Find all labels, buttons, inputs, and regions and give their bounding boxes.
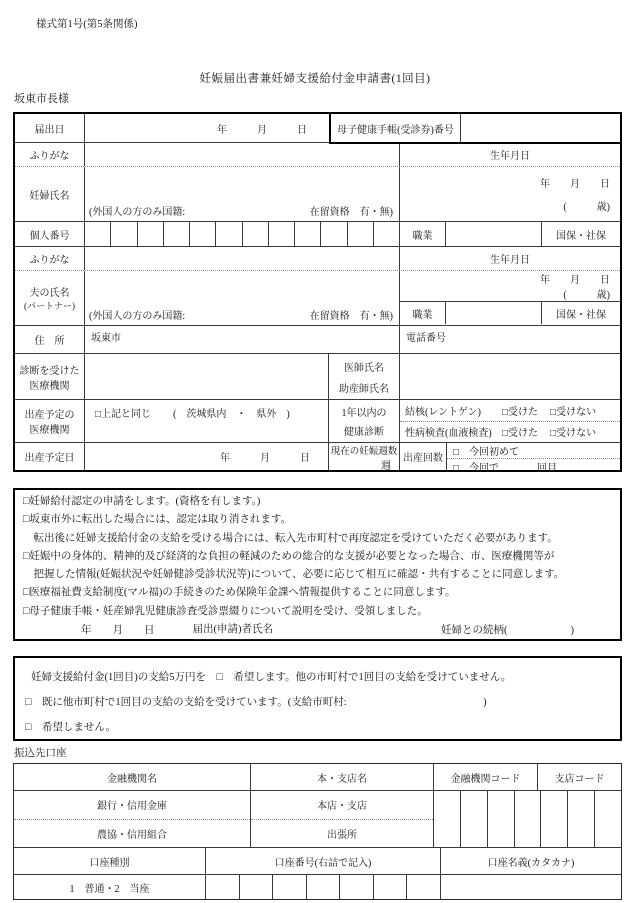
branch-type-option-1[interactable]: 本店・支店 [251, 791, 433, 820]
prefecture-options[interactable]: ( 茨城県内 ・ 県外 ) [173, 409, 290, 420]
notification-date-label: 届出日 [15, 114, 85, 142]
agreement-item[interactable]: □妊娠中の身体的、精神的及び経済的な負担の軽減のための総合的な支援が必要となった場合、市、医療機関等が [23, 550, 555, 562]
agreement-item[interactable]: □妊婦給付認定の申請をします。(資格を有します。) [23, 496, 261, 507]
mch-number-input[interactable] [461, 114, 620, 142]
mother-age-field: ( 歳) [563, 202, 610, 213]
mother-birthdate-cell[interactable] [400, 167, 620, 221]
birth-count-options [447, 443, 620, 474]
branch-name-cell[interactable] [251, 791, 434, 847]
branch-name-header: 本・支店名 [251, 764, 434, 790]
diagnosing-org-label: 診断を受けた 医療機関 [15, 354, 85, 399]
digit-box[interactable] [374, 222, 399, 246]
account-name-header: 口座名義(カタカナ) [487, 857, 575, 869]
husband-insurance-options[interactable]: 国保・社保 [556, 309, 606, 321]
row-notification-date [15, 114, 620, 143]
diagnosing-org-input[interactable] [85, 354, 329, 399]
row-delivery-org [15, 400, 620, 443]
applicant-name-label: 届出(申請)者氏名 [192, 624, 273, 636]
bank-type-option-2[interactable]: 農協・信用組合 [97, 829, 167, 841]
row-husband-furigana [15, 247, 620, 271]
branch-type-option-2[interactable]: 出張所 [327, 829, 357, 841]
mother-occupation-label: 職業 [400, 222, 446, 246]
digit-box[interactable] [216, 222, 242, 246]
notification-date-input[interactable]: 年 月 日 [217, 124, 307, 136]
husband-age-field: ( 歳) [563, 290, 610, 301]
mother-name-cell [85, 167, 400, 221]
account-digit-box[interactable] [240, 875, 274, 899]
std-check-row [400, 422, 620, 443]
delivery-org-options[interactable] [85, 400, 329, 442]
bank-code-header: 金融機関コード [434, 764, 538, 790]
husband-nationality-label: (外国人の方のみ国籍: [89, 310, 186, 322]
digit-box[interactable] [348, 222, 374, 246]
digit-box[interactable] [190, 222, 216, 246]
health-check-cell [400, 400, 620, 442]
bank-code-box[interactable] [434, 791, 461, 847]
husband-furigana-label: ふりがな [15, 247, 85, 270]
mother-residence-status: 在留資格 有・無) [309, 206, 393, 218]
branch-code-box[interactable] [595, 791, 621, 847]
phone-input[interactable]: 電話番号 [406, 333, 446, 344]
addressee: 坂東市長様 [14, 93, 69, 105]
husband-name-cell [85, 271, 400, 325]
bank-code-box[interactable] [515, 791, 542, 847]
account-digit-box[interactable] [374, 875, 408, 899]
tb-received-checkbox[interactable]: □受けた [502, 406, 539, 418]
bank-code-box[interactable] [488, 791, 515, 847]
account-digit-box[interactable] [407, 875, 440, 899]
husband-birthdate-ymd: 年 月 日 [540, 275, 610, 286]
row-mother-id-number [15, 222, 620, 247]
digit-box[interactable] [164, 222, 190, 246]
digit-box[interactable] [295, 222, 321, 246]
address-input[interactable]: 坂東市 [85, 326, 400, 353]
bank-header-row [14, 764, 621, 791]
pregnancy-weeks-unit: 週 [381, 461, 391, 472]
agreement-item-continuation: 転出後に妊婦支援給付金の支給を受ける場合には、転入先市町村で再度認定を受けていただく必要があります。 [23, 532, 558, 544]
mother-name-input[interactable] [85, 167, 399, 199]
mother-birthdate-ymd: 年 月 日 [540, 179, 610, 190]
agreement-item[interactable]: □母子健康手帳・妊産婦乳児健康診査受診票綴りについて説明を受け、受領しました。 [23, 605, 428, 617]
row-due-date [15, 443, 620, 474]
husband-occupation-row [400, 302, 620, 324]
bank-name-header: 金融機関名 [14, 764, 251, 790]
due-date-label: 出産予定日 [15, 443, 85, 470]
benefit-already-received-checkbox[interactable]: □ 既に他市町村で1回目の支給の支給を受けています。(支給市町村: ) [25, 697, 487, 708]
pregnancy-weeks-label: 現在の妊娠週数 [330, 447, 398, 457]
husband-nationality-line[interactable] [85, 303, 399, 325]
benefit-request-checkbox[interactable]: 妊婦支援給付金(1回目)の支給5万円を □ 希望します。他の市町村で1回目の支給を受けていません。 [31, 672, 512, 683]
account-digit-box[interactable] [340, 875, 374, 899]
main-table [13, 112, 622, 472]
agreement-item[interactable]: □医療福祉費支給制度(マル福)の手続きのため保険年金課へ情報提供することに同意します。 [23, 587, 456, 599]
health-check-label: 1年以内の 健康診断 [329, 400, 400, 442]
account-name-input[interactable] [441, 875, 621, 899]
tb-not-received-checkbox[interactable]: □受けない [550, 406, 597, 418]
row-husband-name [15, 271, 620, 326]
digit-box[interactable] [243, 222, 269, 246]
row-mother-furigana [15, 143, 620, 167]
applicant-name-input[interactable] [193, 621, 442, 640]
account-number-header: 口座番号(右詰で記入) [206, 848, 441, 874]
husband-residence-status: 在留資格 有・無) [309, 310, 393, 322]
bank-type-option-1[interactable]: 銀行・信用金庫 [14, 791, 250, 820]
digit-box[interactable] [321, 222, 347, 246]
bank-code-box[interactable] [461, 791, 488, 847]
mother-name-label: 妊婦氏名 [15, 167, 85, 221]
branch-code-header: 支店コード [554, 773, 605, 785]
birth-count-label: 出産回数 [400, 443, 447, 470]
std-not-received-checkbox[interactable]: □受けない [550, 428, 597, 440]
nth-birth-checkbox[interactable]: □ 今回で [453, 463, 500, 474]
mother-birthdate-label: 生年月日 [490, 151, 530, 162]
bank-name-cell[interactable] [14, 791, 251, 847]
mother-id-number-boxes [85, 222, 400, 246]
husband-furigana-input[interactable] [85, 247, 400, 270]
doctor-name-input[interactable] [400, 354, 620, 399]
due-date-input[interactable]: 年 月 日 [85, 443, 329, 470]
mother-insurance-options[interactable]: 国保・社保 [556, 230, 606, 242]
doctor-midwife-labels: 医師氏名 助産師氏名 [329, 354, 400, 399]
std-label: 性病検査(血液検査) [405, 428, 492, 440]
agreement-item[interactable]: □坂東市外に転出した場合には、認定は取り消されます。 [23, 514, 292, 526]
nth-birth-row[interactable] [447, 459, 620, 474]
row-mother-name [15, 167, 620, 222]
mother-nationality-label: (外国人の方のみ国籍: [89, 206, 186, 218]
bank-name-row [14, 791, 621, 848]
account-digit-box[interactable] [206, 875, 240, 899]
husband-occupation-input[interactable] [446, 302, 542, 324]
digit-box[interactable] [85, 222, 111, 246]
tb-check-row [400, 400, 620, 422]
branch-code-box[interactable] [541, 791, 568, 847]
agreement-item-continuation: 把握した情報(妊娠状況や妊婦健診受診状況等)について、必要に応じて相互に確認・共有することに同意します。 [23, 569, 565, 581]
digit-box[interactable] [138, 222, 164, 246]
row-address [15, 326, 620, 354]
same-as-above-checkbox[interactable]: □上記と同じ [95, 409, 152, 420]
husband-right-cell [400, 271, 620, 325]
account-value-row [14, 875, 621, 899]
branch-code-box[interactable] [568, 791, 595, 847]
mother-furigana-input[interactable] [85, 143, 400, 166]
agreement-box [13, 488, 622, 641]
bank-table [13, 763, 622, 900]
code-boxes [434, 791, 621, 847]
husband-name-label: 夫の氏名 (パートナー) [15, 271, 85, 325]
benefit-box [13, 656, 622, 741]
account-type-header: 口座種別 [14, 848, 206, 874]
digit-box[interactable] [111, 222, 137, 246]
account-digit-box[interactable] [307, 875, 341, 899]
mother-nationality-line[interactable] [85, 199, 399, 221]
form-title: 妊娠届出書兼妊婦支援給付金申請書(1回目) [199, 73, 431, 85]
benefit-decline-checkbox[interactable]: □ 希望しません。 [25, 722, 116, 733]
row-diagnosing-org [15, 354, 620, 400]
husband-birthdate-label: 生年月日 [490, 255, 530, 266]
tb-label: 結核(レントゲン) [405, 406, 482, 418]
mother-furigana-label: ふりがな [15, 143, 85, 166]
relation-to-mother-input[interactable]: 妊婦との続柄( ) [441, 625, 574, 637]
husband-birthdate-cell[interactable] [400, 271, 620, 302]
delivery-org-label: 出産予定の 医療機関 [15, 400, 85, 442]
pregnancy-weeks-cell[interactable] [329, 443, 400, 470]
account-digit-box[interactable] [273, 875, 307, 899]
account-number-boxes [206, 875, 441, 899]
account-header-row [14, 848, 621, 875]
nth-birth-suffix: 回目 [537, 463, 558, 474]
std-received-checkbox[interactable]: □受けた [502, 428, 539, 440]
digit-box[interactable] [269, 222, 295, 246]
mother-id-number-label: 個人番号 [15, 222, 85, 246]
form-number: 様式第1号(第5条関係) [36, 19, 138, 30]
bank-section-title: 振込先口座 [14, 748, 67, 759]
signature-line [23, 621, 612, 640]
mch-number-label: 母子健康手帳(受診券)番号 [331, 114, 461, 142]
husband-occupation-label: 職業 [400, 302, 446, 324]
mch-number-group [329, 112, 622, 144]
address-label: 住 所 [15, 326, 85, 353]
mother-occupation-input[interactable] [446, 222, 542, 246]
signature-date-input[interactable]: 年 月 日 [81, 625, 155, 637]
husband-name-input[interactable] [85, 271, 399, 303]
account-type-options[interactable]: 1 普通・2 当座 [14, 875, 206, 899]
first-birth-checkbox[interactable]: □ 今回初めて [447, 443, 620, 459]
